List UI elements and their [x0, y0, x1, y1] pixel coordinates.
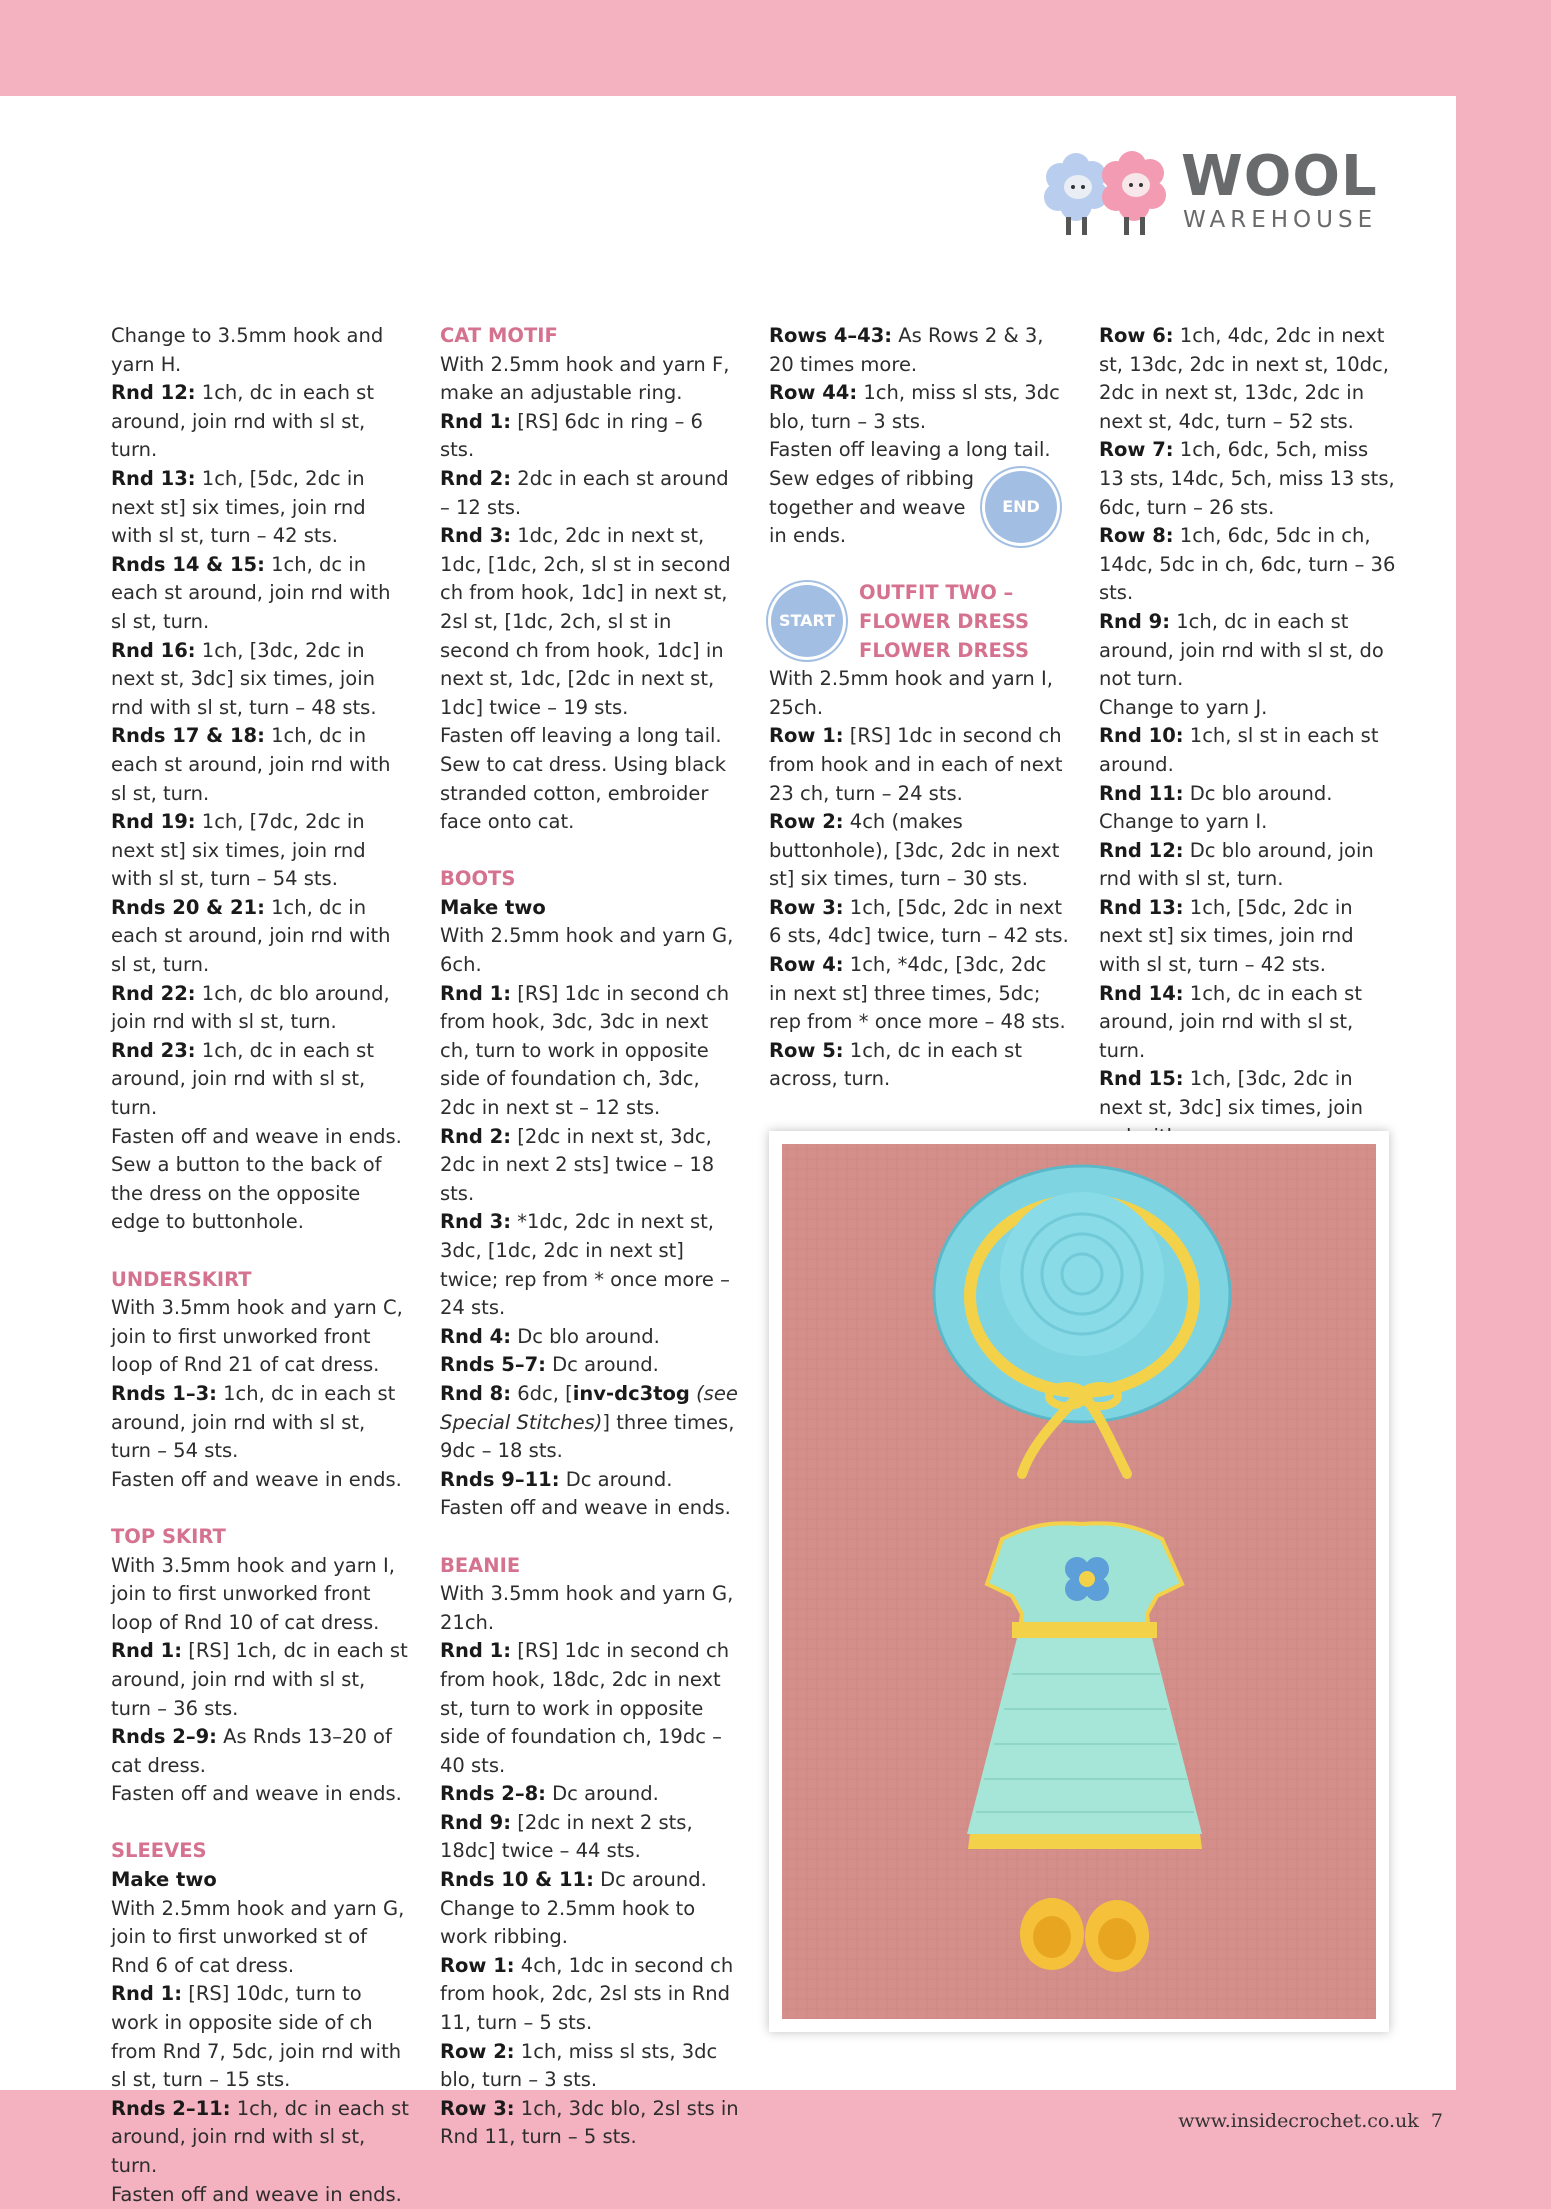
crochet-outfit-photo [782, 1144, 1376, 2019]
step-label: Row 7: [1099, 438, 1174, 462]
step-text: Dc around. [559, 1467, 673, 1491]
instruction [440, 1952, 740, 2038]
instruction: Fasten off leaving a long tail. [769, 438, 1051, 462]
step-label: Rnd 3: [440, 1210, 512, 1234]
step-text: 4ch (makes buttonhole), [3dc, 2dc in next st] six times, turn – 30 sts. [769, 810, 1060, 891]
instruction: Sew edges of ribbing together and weave in ends. [769, 466, 974, 548]
instruction [1099, 894, 1399, 980]
step-text: 1ch, [5dc, 2dc in next st] six times, join rnd with sl st, turn – 42 sts. [111, 466, 366, 548]
step-label: Rnd 9: [1099, 609, 1171, 633]
step-text: 1ch, miss sl sts, 3dc blo, turn – 3 sts. [769, 381, 1060, 433]
instruction [769, 1037, 1069, 1094]
step-label: Row 2: [769, 810, 844, 834]
instruction [769, 322, 1069, 379]
step-text: 1ch, dc in each st around, join rnd with sl st, turn. [111, 724, 391, 805]
step-label: Row 3: [440, 2096, 515, 2120]
step-label: Rnd 1: [111, 1982, 183, 2006]
instruction [111, 1637, 411, 1723]
instruction [1099, 522, 1399, 608]
step-text: 1ch, dc in each st around, join rnd with sl st, turn. [111, 2096, 409, 2177]
instruction: With 2.5mm hook and yarn I, 25ch. [769, 667, 1053, 719]
step-label: Row 5: [769, 1038, 844, 1062]
instruction [440, 1208, 740, 1322]
sheep-logo-icon [1038, 145, 1183, 245]
step-text: 1ch, dc in each st around, join rnd with sl st, turn. [1099, 981, 1362, 1062]
step-label: Rnd 11: [1099, 781, 1184, 805]
instruction [111, 1037, 411, 1123]
instruction [440, 2038, 740, 2095]
photo-frame [769, 1131, 1389, 2032]
step-label: Rnd 2: [440, 466, 512, 490]
step-label: Rnds 20 & 21: [111, 895, 265, 919]
instruction [769, 722, 1069, 808]
step-text: Dc around. [545, 1782, 659, 1806]
instruction [769, 379, 1069, 436]
section-heading-boots: BOOTS [440, 867, 516, 891]
step-text: Dc blo around. [1183, 781, 1333, 805]
step-text: [RS] 10dc, turn to work in opposite side of ch from Rnd 7, 5dc, join rnd with sl st, turn – 15 sts. [111, 1982, 402, 2092]
instruction: With 3.5mm hook and yarn I, join to first unworked front loop of Rnd 10 of cat dress. [111, 1553, 395, 1634]
instruction: Fasten off leaving a long tail. Sew to cat dress. Using black stranded cotton, embroider face onto cat. [440, 724, 727, 834]
step-label: Rnd 13: [1099, 895, 1184, 919]
step-label: Rnd 4: [440, 1324, 512, 1348]
footer-url: www.insidecrochet.co.uk [1178, 2110, 1419, 2132]
step-text: [2dc in next st, 3dc, 2dc in next 2 sts] twice – 18 sts. [440, 1124, 715, 1205]
section-heading-top-skirt: TOP SKIRT [111, 1524, 226, 1548]
step-label: Row 4: [769, 953, 844, 977]
instruction [440, 522, 740, 722]
instruction [440, 980, 740, 1123]
make-two-label: Make two [111, 1868, 217, 1892]
step-label: Row 44: [769, 381, 858, 405]
column-3 [769, 322, 1069, 1094]
brand-word-wool: WOOL [1181, 144, 1378, 209]
instruction [440, 1351, 740, 1380]
step-text: Dc around. [545, 1353, 659, 1377]
step-label: Rows 4–43: [769, 324, 893, 347]
step-label: Rnds 2–8: [440, 1782, 546, 1806]
step-label: Row 1: [440, 1953, 515, 1977]
instruction [111, 465, 411, 551]
step-text: 1dc, 2dc in next st, 1dc, [1dc, 2ch, sl st in second ch from hook, 1dc] in next st, 2sl st, [1dc, 2ch, sl st in second ch from hook, 1dc] in next st, 1dc, [2dc in next st, 1dc] twice – 19 sts. [440, 524, 731, 719]
step-label: Rnd 14: [1099, 981, 1184, 1005]
instruction [1099, 780, 1399, 809]
instruction [1099, 322, 1399, 436]
make-two-label: Make two [440, 895, 546, 919]
instruction: With 3.5mm hook and yarn C, join to first unworked front loop of Rnd 21 of cat dress. [111, 1296, 403, 1377]
instruction [440, 1780, 740, 1809]
instruction [440, 1866, 740, 1895]
section-heading-flower-dress: FLOWER DRESS [859, 609, 1029, 633]
step-label: Rnd 1: [440, 1639, 512, 1663]
step-label: Rnd 1: [111, 1639, 183, 1663]
step-label: Rnds 1–3: [111, 1381, 217, 1405]
section-heading-cat-motif: CAT MOTIF [440, 324, 558, 347]
column-1 [111, 322, 411, 2209]
step-label: Rnd 19: [111, 810, 196, 834]
step-label: Rnd 12: [1099, 838, 1184, 862]
sub-heading-flower-dress: FLOWER DRESS [859, 638, 1029, 662]
step-text: [RS] 1dc in second ch from hook, 18dc, 2dc in next st, turn to work in opposite side of foundation ch, 19dc – 40 sts. [440, 1639, 730, 1777]
instruction: Fasten off and weave in ends. [111, 2182, 402, 2206]
step-text: 1ch, dc in each st around, join rnd with sl st, turn. [111, 381, 374, 462]
step-text: 1ch, [3dc, 2dc in next st, 3dc] six times, join rnd with sl st, turn – 48 sts. [111, 638, 377, 719]
step-text: As Rnds 13–20 of cat dress. [111, 1725, 392, 1777]
instruction: Change to yarn J. [1099, 695, 1268, 719]
step-text: 2dc in each st around – 12 sts. [440, 466, 729, 519]
instruction [440, 2095, 740, 2152]
step-text: [RS] 1dc in second ch from hook, 3dc, 3dc in next ch, turn to work in opposite side of foundation ch, 3dc, 2dc in next st – 12 sts. [440, 981, 730, 1120]
step-text: 1ch, dc blo around, join rnd with sl st, turn. [111, 981, 390, 1034]
step-label: Rnds 10 & 11: [440, 1868, 594, 1892]
step-text: Dc blo around. [511, 1324, 660, 1348]
step-label: Rnd 1: [440, 981, 512, 1005]
instruction [440, 465, 740, 522]
step-label: Row 8: [1099, 524, 1174, 548]
step-text: ] three times, 9dc – 18 sts. [440, 1410, 735, 1463]
step-text: 4ch, 1dc in second ch from hook, 2dc, 2sl sts in Rnd 11, turn – 5 sts. [440, 1953, 734, 2035]
stitch-name: inv-dc3tog [572, 1381, 690, 1405]
instruction: Fasten off and weave in ends. [111, 1467, 402, 1491]
step-text: [2dc in next 2 sts, 18dc] twice – 44 sts. [440, 1810, 693, 1863]
step-text: 1ch, [7dc, 2dc in next st] six times, join rnd with sl st, turn – 54 sts. [111, 810, 366, 891]
instruction [111, 722, 411, 808]
instruction: With 2.5mm hook and yarn G, join to first unworked st of Rnd 6 of cat dress. [111, 1896, 405, 1977]
step-label: Rnd 13: [111, 466, 196, 490]
step-text: 1ch, 6dc, 5ch, miss 13 sts, 14dc, 5ch, miss 13 sts, 6dc, turn – 26 sts. [1099, 438, 1395, 519]
step-text: 1ch, 3dc blo, 2sl sts in Rnd 11, turn – 5 sts. [440, 2096, 739, 2149]
instruction [111, 894, 411, 980]
brand-word-warehouse: WAREHOUSE [1183, 207, 1378, 233]
step-text: 6dc, [ [511, 1381, 573, 1405]
step-label: Rnd 15: [1099, 1067, 1184, 1091]
page-number: 7 [1430, 2110, 1443, 2132]
step-label: Rnd 3: [440, 524, 512, 548]
instruction: With 2.5mm hook and yarn G, 6ch. [440, 924, 734, 977]
instruction [769, 808, 1069, 894]
step-text: 1ch, miss sl sts, 3dc blo, turn – 3 sts. [440, 2039, 718, 2092]
instruction: Change to 3.5mm hook and yarn H. [111, 324, 384, 376]
step-text: 1ch, dc in each st around, join rnd with sl st, turn. [111, 895, 391, 977]
step-label: Rnds 14 & 15: [111, 552, 265, 576]
instruction: With 2.5mm hook and yarn F, make an adjustable ring. [440, 352, 730, 405]
step-label: Rnd 10: [1099, 724, 1184, 748]
page-footer [1178, 2110, 1443, 2132]
step-label: Rnd 8: [440, 1381, 512, 1405]
step-label: Rnd 1: [440, 409, 512, 433]
instruction [111, 1380, 411, 1466]
step-label: Rnds 5–7: [440, 1353, 546, 1377]
column-4 [1099, 322, 1399, 1151]
step-text: [RS] 1ch, dc in each st around, join rnd with sl st, turn – 36 sts. [111, 1639, 408, 1720]
instruction [111, 637, 411, 723]
instruction [769, 951, 1069, 1037]
instruction [440, 1323, 740, 1352]
instruction [1099, 436, 1399, 522]
instruction [1099, 608, 1399, 694]
instruction [111, 980, 411, 1037]
step-label: Rnd 22: [111, 981, 196, 1005]
step-text: 1ch, dc in each st around, join rnd with sl st, turn. [111, 552, 391, 633]
step-label: Rnds 9–11: [440, 1467, 560, 1491]
step-label: Row 1: [769, 724, 844, 748]
step-text: 1ch, [5dc, 2dc in next st] six times, join rnd with sl st, turn – 42 sts. [1099, 895, 1354, 977]
step-text: 1ch, dc in each st around, join rnd with sl st, turn. [111, 1038, 374, 1120]
section-heading-beanie: BEANIE [440, 1553, 521, 1577]
instruction: Fasten off and weave in ends. [440, 1496, 731, 1520]
instruction [440, 408, 740, 465]
step-text: As Rows 2 & 3, 20 times more. [769, 324, 1044, 376]
step-text: 1ch, [5dc, 2dc in next 6 sts, 4dc] twice, turn – 42 sts. [769, 895, 1069, 948]
instruction [440, 1637, 740, 1780]
step-label: Row 6: [1099, 324, 1174, 347]
column-2 [440, 322, 740, 2152]
instruction [1099, 722, 1399, 779]
step-text: 1ch, dc in each st around, join rnd with sl st, turn – 54 sts. [111, 1381, 396, 1463]
section-heading-sleeves: SLEEVES [111, 1839, 207, 1863]
section-heading-underskirt: UNDERSKIRT [111, 1267, 252, 1291]
step-text: [RS] 6dc in ring – 6 sts. [440, 409, 703, 462]
step-text: Dc around. [593, 1868, 707, 1892]
step-text: 1ch, [3dc, 2dc in next st, 3dc] six times, join [1099, 1067, 1363, 1120]
instruction: Change to 2.5mm hook to work ribbing. [440, 1896, 696, 1949]
instruction [440, 1123, 740, 1209]
instruction: Sew a button to the back of the dress on the opposite edge to buttonhole. [111, 1153, 382, 1234]
step-label: Rnd 9: [440, 1810, 512, 1834]
step-label: Rnds 2–11: [111, 2096, 231, 2120]
step-label: Row 3: [769, 895, 844, 919]
instruction [1099, 837, 1399, 894]
instruction: Fasten off and weave in ends. [111, 1124, 402, 1148]
step-text: 1ch, *4dc, [3dc, 2dc in next st] three times, 5dc; rep from * once more – 48 sts. [769, 953, 1066, 1034]
step-text: *1dc, 2dc in next st, 3dc, [1dc, 2dc in next st] twice; rep from * once more – 24 sts. [440, 1210, 730, 1320]
step-label: Row 2: [440, 2039, 515, 2063]
instruction [111, 551, 411, 637]
end-badge: END [985, 471, 1057, 543]
step-label: Rnd 2: [440, 1124, 512, 1148]
step-label: Rnd 16: [111, 638, 196, 662]
instruction [440, 1466, 740, 1495]
instruction [440, 1380, 740, 1466]
instruction [440, 1809, 740, 1866]
instruction: With 3.5mm hook and yarn G, 21ch. [440, 1582, 734, 1634]
instruction [111, 808, 411, 894]
instruction [111, 1980, 411, 2094]
step-label: Rnd 23: [111, 1038, 196, 1062]
instruction [769, 894, 1069, 951]
step-text: [RS] 1dc in second ch from hook and in each of next 23 ch, turn – 24 sts. [769, 724, 1063, 805]
instruction [111, 2095, 411, 2181]
step-text: 1ch, sl st in each st around. [1099, 724, 1379, 776]
stitch-note: (see Special Stitches) [440, 1381, 738, 1434]
step-text: 1ch, 4dc, 2dc in next st, 13dc, 2dc in next st, 10dc, 2dc in next st, 13dc, 2dc in next st, 4dc, turn – 52 sts. [1099, 324, 1389, 433]
instruction [111, 1723, 411, 1780]
step-label: Rnds 17 & 18: [111, 724, 265, 748]
instruction: Change to yarn I. [1099, 810, 1268, 834]
instruction [1099, 980, 1399, 1066]
start-badge: START [771, 585, 843, 657]
step-text: 1ch, dc in each st across, turn. [769, 1038, 1022, 1091]
step-label: Rnds 2–9: [111, 1725, 217, 1749]
instruction [111, 379, 411, 465]
instruction: Fasten off and weave in ends. [111, 1782, 402, 1806]
wool-warehouse-logo [1038, 145, 1393, 245]
step-text: 1ch, dc in each st around, join rnd with sl st, do not turn. [1099, 609, 1384, 691]
step-text: 1ch, 6dc, 5dc in ch, 14dc, 5dc in ch, 6dc, turn – 36 sts. [1099, 524, 1396, 605]
section-heading-outfit-two: OUTFIT TWO – [859, 581, 1014, 605]
step-label: Rnd 12: [111, 381, 196, 405]
step-text: Dc blo around, join rnd with sl st, turn. [1099, 838, 1374, 891]
